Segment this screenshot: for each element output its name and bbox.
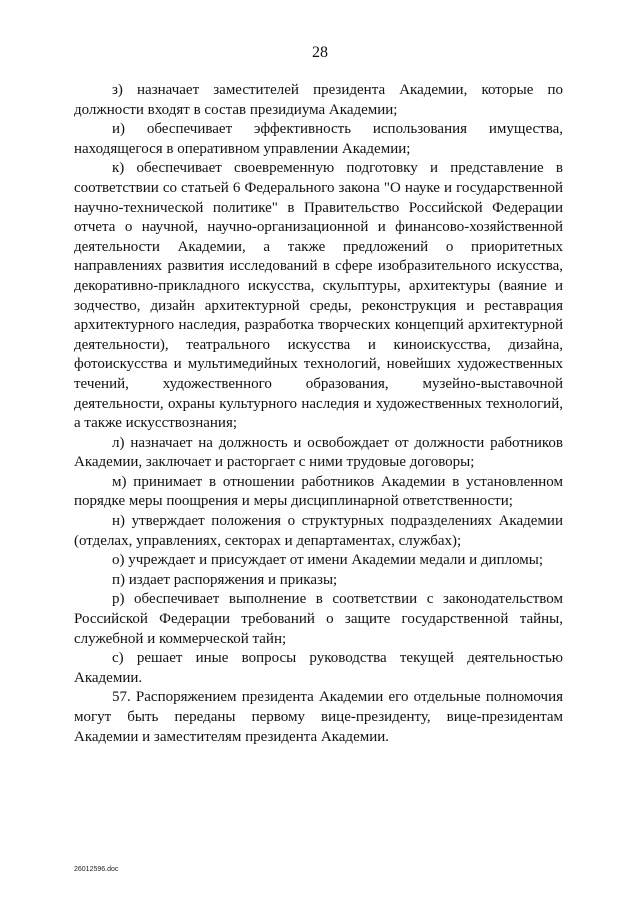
- paragraph-p: п) издает распоряжения и приказы;: [112, 571, 338, 588]
- paragraph-i: и) обеспечивает эффективность использования имущества, находящегося в оперативном управлении Академии;: [74, 121, 563, 157]
- paragraph-n: н) утверждает положения о структурных подразделениях Академии (отделах, управлениях, секторах и департаментах, службах);: [74, 513, 563, 549]
- page-number: 28: [312, 44, 328, 61]
- paragraph-57: 57. Распоряжением президента Академии его отдельные полномочия могут быть переданы первому вице-президенту, вице-президентам Академии и заместителям президента Академии.: [74, 689, 563, 745]
- document-body: [74, 81, 563, 747]
- paragraph-o: о) учреждает и присуждает от имени Академии медали и дипломы;: [112, 552, 544, 569]
- paragraph-m: м) принимает в отношении работников Академии в установленном порядке меры поощрения и меры дисциплинарной ответственности;: [74, 473, 563, 510]
- paragraph-s: с) решает иные вопросы руководства текущей деятельностью Академии.: [74, 650, 563, 686]
- paragraph-z: з) назначает заместителей президента Академии, которые по должности входят в состав президиума Академии;: [74, 82, 563, 118]
- paragraph-r: р) обеспечивает выполнение в соответствии с законодательством Российской Федерации требований о защите государственной тайны, служебной и коммерческой тайн;: [74, 591, 563, 647]
- paragraph-l: л) назначает на должность и освобождает от должности работников Академии, заключает и расторгает с ними трудовые договоры;: [74, 434, 563, 471]
- footer-file-code: 26012596.doc: [74, 866, 119, 873]
- paragraph-k: к) обеспечивает своевременную подготовку и представление в соответствии со статьей 6 Федерального закона "О науке и государственной научно-технической политике" в Правительство Российской Федерации отчета о научной, научно-организационной и финансово-хозяйственной деятельности Академии, а также предложений о приоритетных направлениях развития исследований в сфере изобразительного искусства, декоративно-прикладного искусства, скульптуры, архитектуры (ваяние и зодчество, дизайн архитектурной среды, реконструкция и реставрация архитектурного наследия, разработка творческих концепций архитектурной деятельности), театрального искусства и киноискусства, дизайна, фотоискусства и мультимедийных технологий, новейших художественных течений, художественного образования, музейно-выставочной деятельности, охраны культурного наследия и художественных технологий, а также искусствознания;: [74, 160, 563, 432]
